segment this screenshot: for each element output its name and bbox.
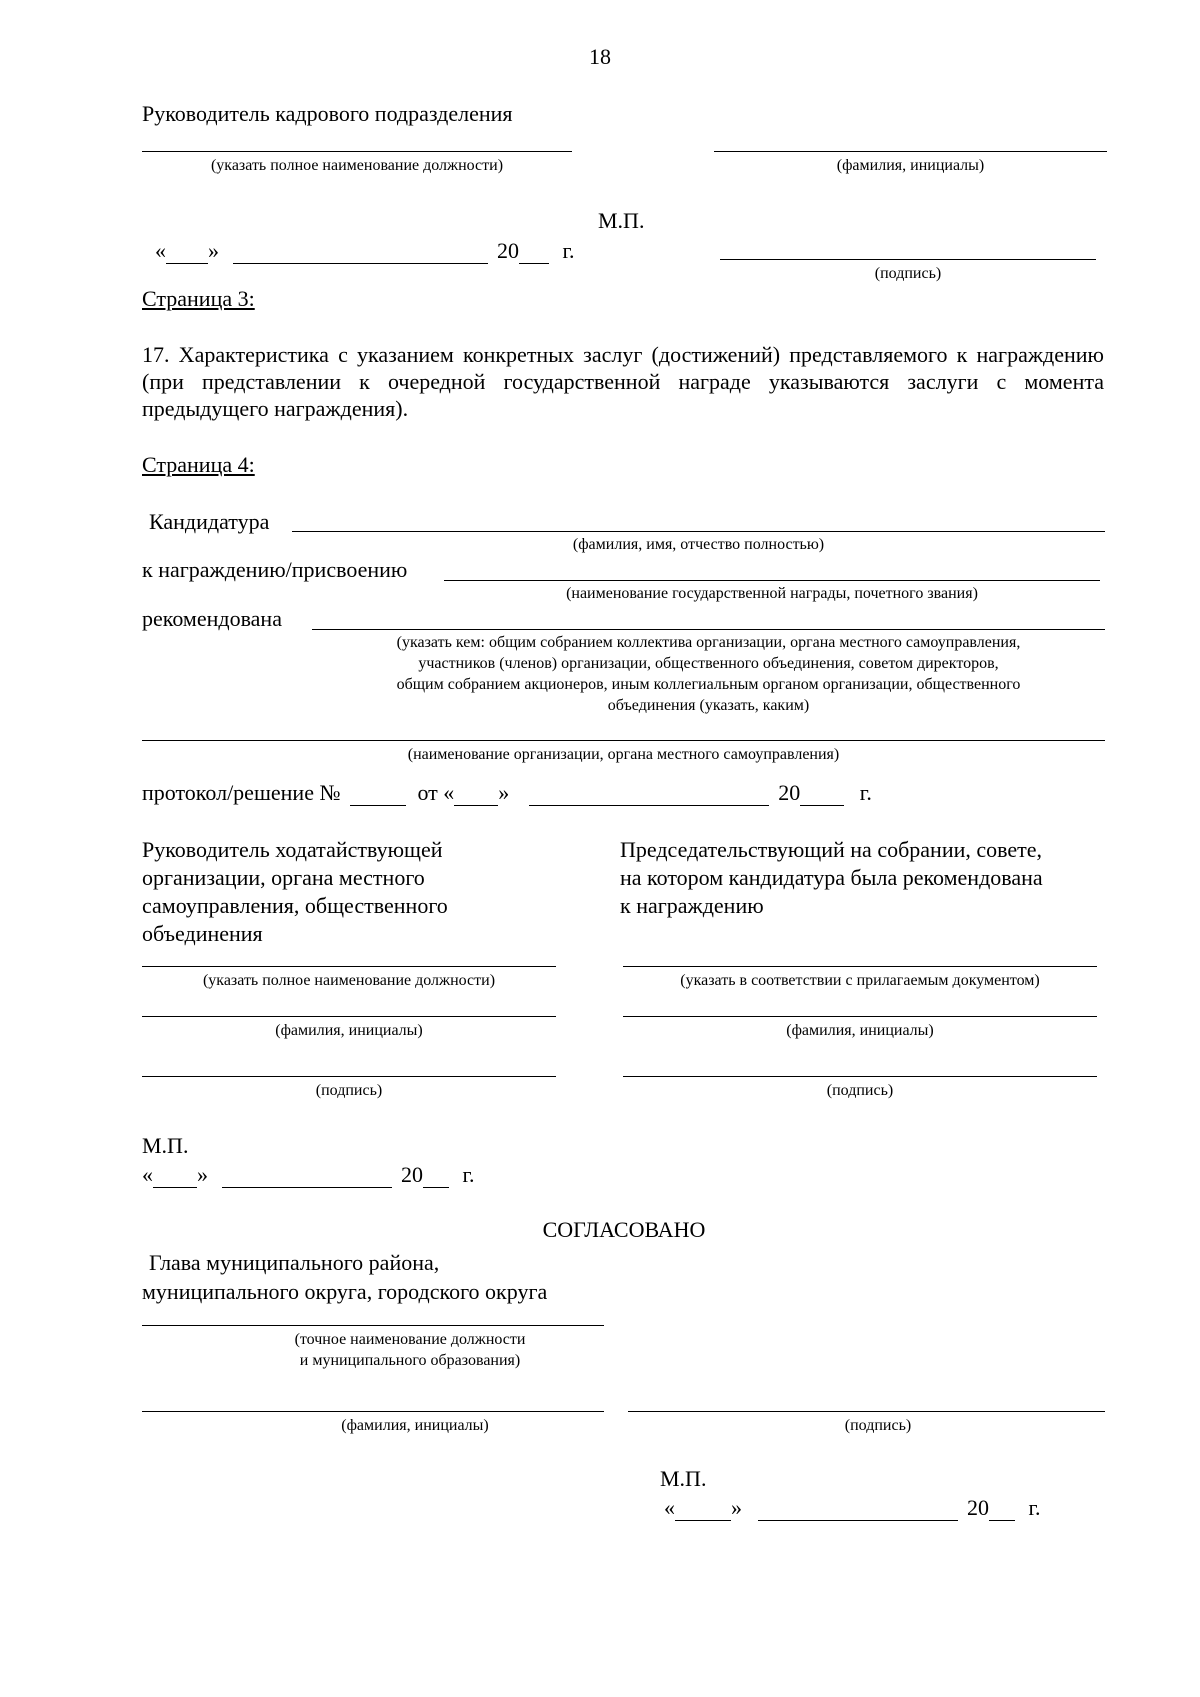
recommended-caption-2: участников (членов) организации, общественного объединения, советом директоров, — [418, 655, 999, 672]
hr-signature-line[interactable] — [720, 259, 1096, 260]
hr-date-year-field[interactable] — [519, 243, 549, 264]
signers-date-year-field[interactable] — [423, 1167, 449, 1188]
item-17-text: 17. Характеристика с указанием конкретных заслуг (достижений) представляемого к награждению (при представлении к очередной государственной награде указываются заслуги с момента предыдущего награждения). — [142, 342, 1104, 421]
hr-name-caption: (фамилия, инициалы) — [836, 157, 985, 174]
org-line[interactable] — [142, 740, 1105, 741]
approval-position-line[interactable] — [142, 1325, 604, 1326]
left-signature-line[interactable] — [142, 1076, 556, 1077]
hr-head-heading: Руководитель кадрового подразделения — [142, 101, 513, 126]
award-label: к награждению/присвоению — [142, 557, 408, 582]
recommended-caption-1: (указать кем: общим собранием коллектива организации, органа местного самоуправления, — [396, 634, 1021, 651]
left-position-line[interactable] — [142, 966, 556, 967]
protocol-year-field[interactable] — [800, 785, 844, 806]
right-signature-line[interactable] — [623, 1076, 1097, 1077]
award-caption: (наименование государственной награды, почетного звания) — [566, 585, 978, 602]
recommended-label: рекомендована — [142, 606, 282, 631]
approval-date-year-field[interactable] — [989, 1500, 1015, 1521]
candidate-label: Кандидатура — [149, 509, 270, 534]
hr-position-caption: (указать полное наименование должности) — [210, 157, 504, 174]
approval-name-caption: (фамилия, инициалы) — [341, 1417, 489, 1434]
approval-stamp-label: М.П. — [660, 1466, 707, 1491]
left-signature-caption: (подпись) — [315, 1082, 383, 1099]
approval-position-caption-2: и муниципального образования) — [299, 1352, 521, 1369]
page3-heading: Страница 3: — [142, 286, 255, 311]
candidate-caption: (фамилия, имя, отчество полностью) — [572, 536, 825, 553]
approval-title: СОГЛАСОВАНО — [542, 1217, 706, 1242]
hr-position-line[interactable] — [142, 151, 572, 152]
approval-signature-caption: (подпись) — [844, 1417, 912, 1434]
signers-stamp-label: М.П. — [142, 1133, 189, 1158]
right-doc-line[interactable] — [623, 966, 1097, 967]
recommended-caption-4: объединения (указать, каким) — [607, 697, 810, 714]
org-caption: (наименование организации, органа местного самоуправления) — [407, 746, 840, 763]
protocol-month-field[interactable] — [529, 785, 769, 806]
right-doc-caption: (указать в соответствии с прилагаемым документом) — [680, 972, 1040, 989]
page4-heading: Страница 4: — [142, 452, 255, 477]
approval-head-title: Глава муниципального района, муниципального округа, городского округа — [142, 1250, 548, 1304]
approval-date-month-field[interactable] — [758, 1500, 958, 1521]
hr-date: « » 20 г. — [155, 238, 575, 263]
recommended-caption-3: общим собранием акционеров, иным коллегиальным органом организации, общественного — [396, 676, 1021, 693]
protocol-day-field[interactable] — [454, 785, 498, 806]
right-name-caption: (фамилия, инициалы) — [786, 1022, 934, 1039]
left-name-line[interactable] — [142, 1016, 556, 1017]
approval-position-caption-1: (точное наименование должности — [294, 1331, 526, 1348]
protocol-row: протокол/решение № от « » 20 г. — [142, 780, 872, 805]
signers-date: « » 20 г. — [142, 1162, 475, 1187]
approval-signature-line[interactable] — [628, 1411, 1105, 1412]
left-signer-title: Руководитель ходатайствующей организации, органа местного самоуправления, общественного объединения — [142, 837, 448, 946]
protocol-number-field[interactable] — [350, 785, 406, 806]
hr-name-line[interactable] — [714, 151, 1107, 152]
signers-date-month-field[interactable] — [222, 1167, 392, 1188]
right-signature-caption: (подпись) — [826, 1082, 894, 1099]
hr-date-month-field[interactable] — [233, 243, 488, 264]
right-signer-title: Председательствующий на собрании, совете, на котором кандидатура была рекомендована к награждению — [620, 837, 1043, 918]
hr-signature-caption: (подпись) — [874, 265, 942, 282]
hr-stamp-label: М.П. — [598, 208, 645, 233]
signers-date-day-field[interactable] — [153, 1167, 197, 1188]
left-name-caption: (фамилия, инициалы) — [275, 1022, 423, 1039]
right-name-line[interactable] — [623, 1016, 1097, 1017]
award-line[interactable] — [444, 580, 1100, 581]
recommended-line[interactable] — [312, 629, 1105, 630]
hr-date-day-field[interactable] — [166, 243, 208, 264]
approval-date: « » 20 г. — [664, 1495, 1041, 1520]
page-number: 18 — [589, 44, 611, 69]
approval-date-day-field[interactable] — [675, 1500, 731, 1521]
left-position-caption: (указать полное наименование должности) — [202, 972, 496, 989]
candidate-line[interactable] — [292, 531, 1105, 532]
approval-name-line[interactable] — [142, 1411, 604, 1412]
